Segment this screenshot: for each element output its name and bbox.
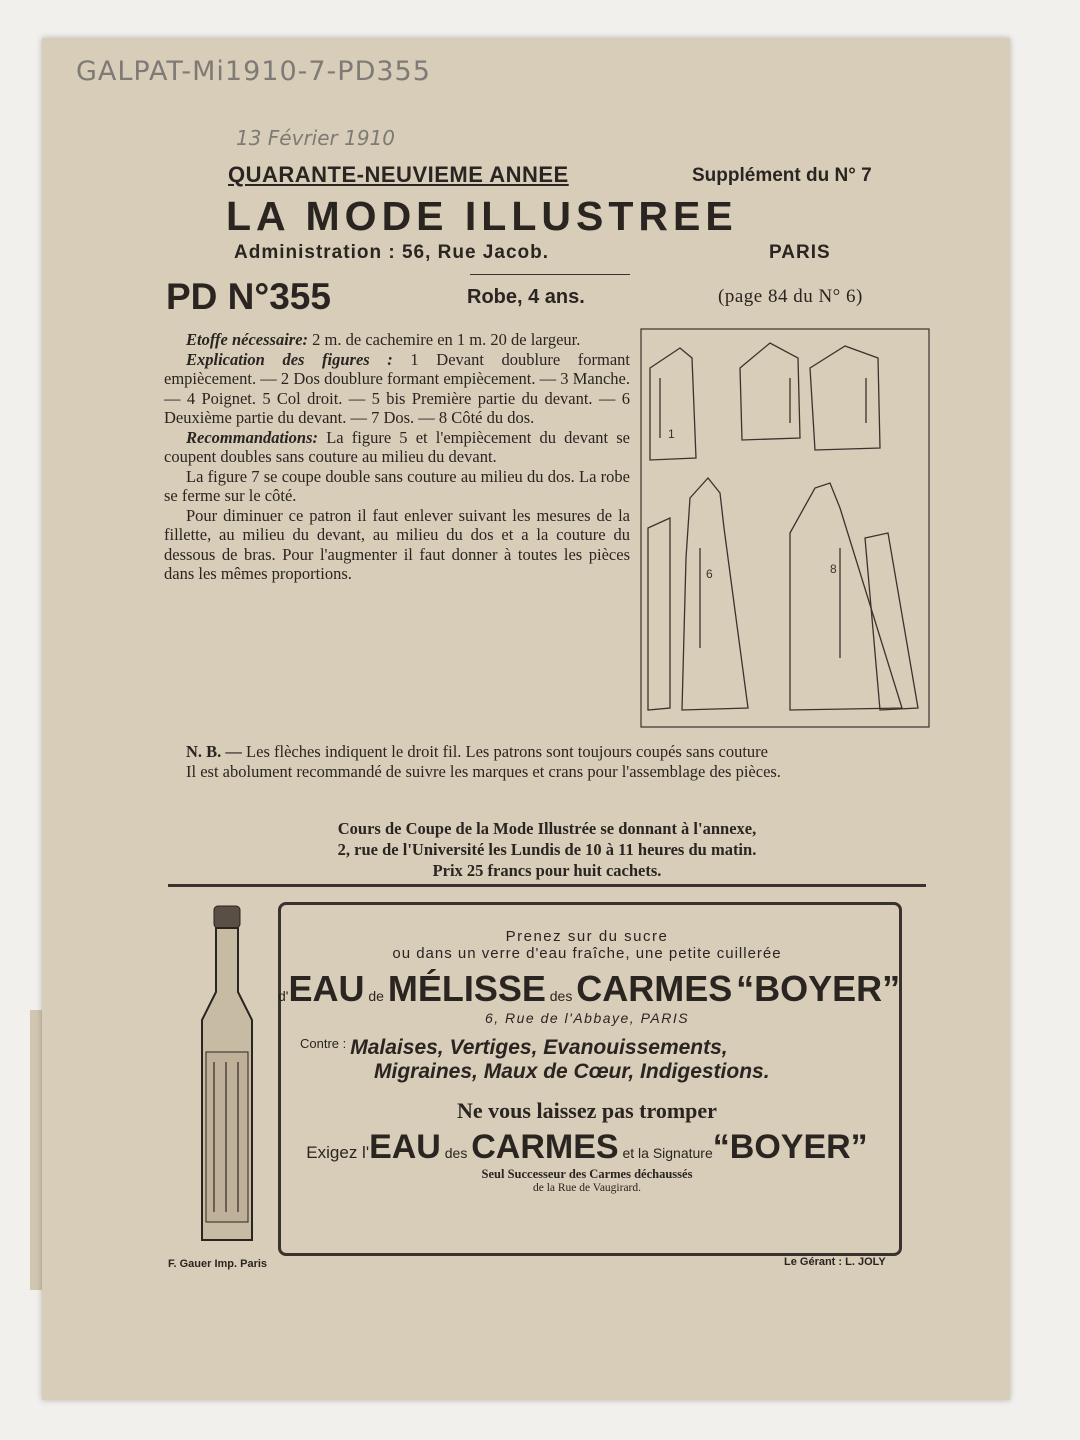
piece-collar-strip xyxy=(648,518,670,710)
advert-warning: Ne vous laissez pas tromper xyxy=(457,1098,717,1123)
brand-melisse: MÉLISSE xyxy=(387,968,546,1009)
recommandations-paragraph xyxy=(164,428,630,467)
printer-credit: F. Gauer Imp. Paris xyxy=(168,1258,268,1270)
header-divider xyxy=(470,274,630,275)
cours-line-2: 2, rue de l'Université les Lundis de 10 à 11 heures du matin. xyxy=(337,840,757,859)
document-sheet xyxy=(42,38,1010,1400)
cours-block xyxy=(164,818,930,881)
administration-address: Administration : 56, Rue Jacob. xyxy=(234,242,549,263)
etoffe-label: Etoffe nécessaire: xyxy=(186,330,309,349)
etoffe-paragraph xyxy=(164,330,630,350)
gerant-credit: Le Gérant : L. JOLY xyxy=(784,1256,886,1268)
brand-d: d' xyxy=(278,988,289,1004)
exigez-des: des xyxy=(444,1145,468,1161)
advert-ailments xyxy=(278,1036,896,1084)
advert-successor: Seul Successeur des Carmes déchaussés xyxy=(481,1167,693,1181)
ailments-line-2: Migraines, Maux de Cœur, Indigestions. xyxy=(374,1060,770,1083)
piece-front-lining xyxy=(650,348,696,460)
diagram-frame xyxy=(641,329,929,727)
bottle-illustration xyxy=(192,902,262,1252)
bottle-label xyxy=(206,1052,248,1222)
instructions-column xyxy=(164,330,630,584)
exigez-signature: et la Signature xyxy=(622,1145,713,1161)
nb-text: Les flèches indiquent le droit fil. Les patrons sont toujours coupés sans couture xyxy=(246,742,768,761)
assemblage-paragraph: Il est abolument recommandé de suivre les marques et crans pour l'assemblage des pièces. xyxy=(186,761,781,781)
handwritten-date: 13 Février 1910 xyxy=(236,126,396,150)
page-reference: (page 84 du N° 6) xyxy=(718,286,863,307)
brand-des: des xyxy=(549,988,573,1004)
supplement-number: Supplément du N° 7 xyxy=(692,165,872,186)
recommandations-label: Recommandations: xyxy=(186,427,319,447)
advert-exigez-line xyxy=(278,1128,896,1167)
bottle-cap xyxy=(214,906,240,928)
archive-reference: GALPAT-Mi1910-7-PD355 xyxy=(76,56,431,87)
nb-label: N. B. — xyxy=(186,742,242,761)
advert-line-1: Prenez sur du sucre xyxy=(505,928,669,945)
notes-block xyxy=(164,742,930,781)
piece-label-8: 8 xyxy=(830,562,837,576)
explication-label: Explication des figures : xyxy=(186,349,393,369)
nb-paragraph xyxy=(164,742,930,762)
piece-front-part xyxy=(682,478,748,710)
section-divider xyxy=(168,884,926,887)
exigez-label: Exigez l' xyxy=(306,1143,370,1162)
explication-text: 1 Devant doublure formant empiècement. — 2 Dos doublure formant empiècement. — 3 Manche. — 4 Poignet. 5 Col droit. — 5 bis Première partie du devant. — 6 Deuxième partie du devant. — 7 Dos. — 8 Côté du dos. xyxy=(164,349,631,427)
pattern-title: Robe, 4 ans. xyxy=(467,286,585,308)
etoffe-text: 2 m. de cachemire en 1 m. 20 de largeur. xyxy=(312,330,581,349)
explication-paragraph xyxy=(164,350,630,428)
piece-back-part xyxy=(790,483,902,710)
pattern-diagram xyxy=(640,328,930,728)
advert-line-2: ou dans un verre d'eau fraîche, une petite cuillerée xyxy=(392,945,782,962)
piece-side-back xyxy=(865,533,918,710)
ailments-line-1: Malaises, Vertiges, Evanouissements, xyxy=(350,1036,728,1059)
piece-sleeve xyxy=(810,346,880,450)
exigez-eau: EAU xyxy=(369,1128,441,1166)
brand-de: de xyxy=(368,988,384,1004)
contre-label: Contre : xyxy=(300,1036,347,1051)
cours-line-1: Cours de Coupe de la Mode Illustrée se donnant à l'annexe, xyxy=(337,819,757,838)
masthead-title: LA MODE ILLUSTREE xyxy=(226,193,738,239)
recommandations-text: La figure 5 et l'empiècement du devant se coupent doubles sans couture au milieu du devant. xyxy=(164,427,631,466)
advert-successor-address: de la Rue de Vaugirard. xyxy=(532,1182,642,1194)
advert-address: 6, Rue de l'Abbaye, PARIS xyxy=(484,1010,690,1026)
piece-label-1: 1 xyxy=(668,427,675,441)
exigez-carmes: CARMES xyxy=(471,1128,619,1166)
brand-boyer: “BOYER” xyxy=(736,968,901,1009)
year-line: QUARANTE-NEUVIEME ANNEE xyxy=(228,162,569,187)
advert-content xyxy=(278,928,901,1194)
piece-back-lining xyxy=(740,343,800,440)
figure7-paragraph: La figure 7 se coupe double sans couture au milieu du dos. La robe se ferme sur le côté. xyxy=(164,466,630,505)
pattern-number: PD N°355 xyxy=(166,276,331,317)
exigez-boyer: “BOYER” xyxy=(712,1128,868,1166)
advert-brand-line xyxy=(278,968,901,1010)
brand-eau: EAU xyxy=(288,968,365,1009)
administration-city: PARIS xyxy=(769,242,831,263)
cours-line-3: Prix 25 francs pour huit cachets. xyxy=(432,861,662,880)
diminuer-paragraph: Pour diminuer ce patron il faut enlever suivant les mesures de la fillette, au milieu du devant, au milieu du dos et a la couture du dessous de bras. Pour l'augmenter il faut donner à toutes les pièces dans les mêmes proportions. xyxy=(164,505,630,583)
brand-carmes: CARMES xyxy=(576,968,733,1009)
piece-label-6: 6 xyxy=(706,567,713,581)
